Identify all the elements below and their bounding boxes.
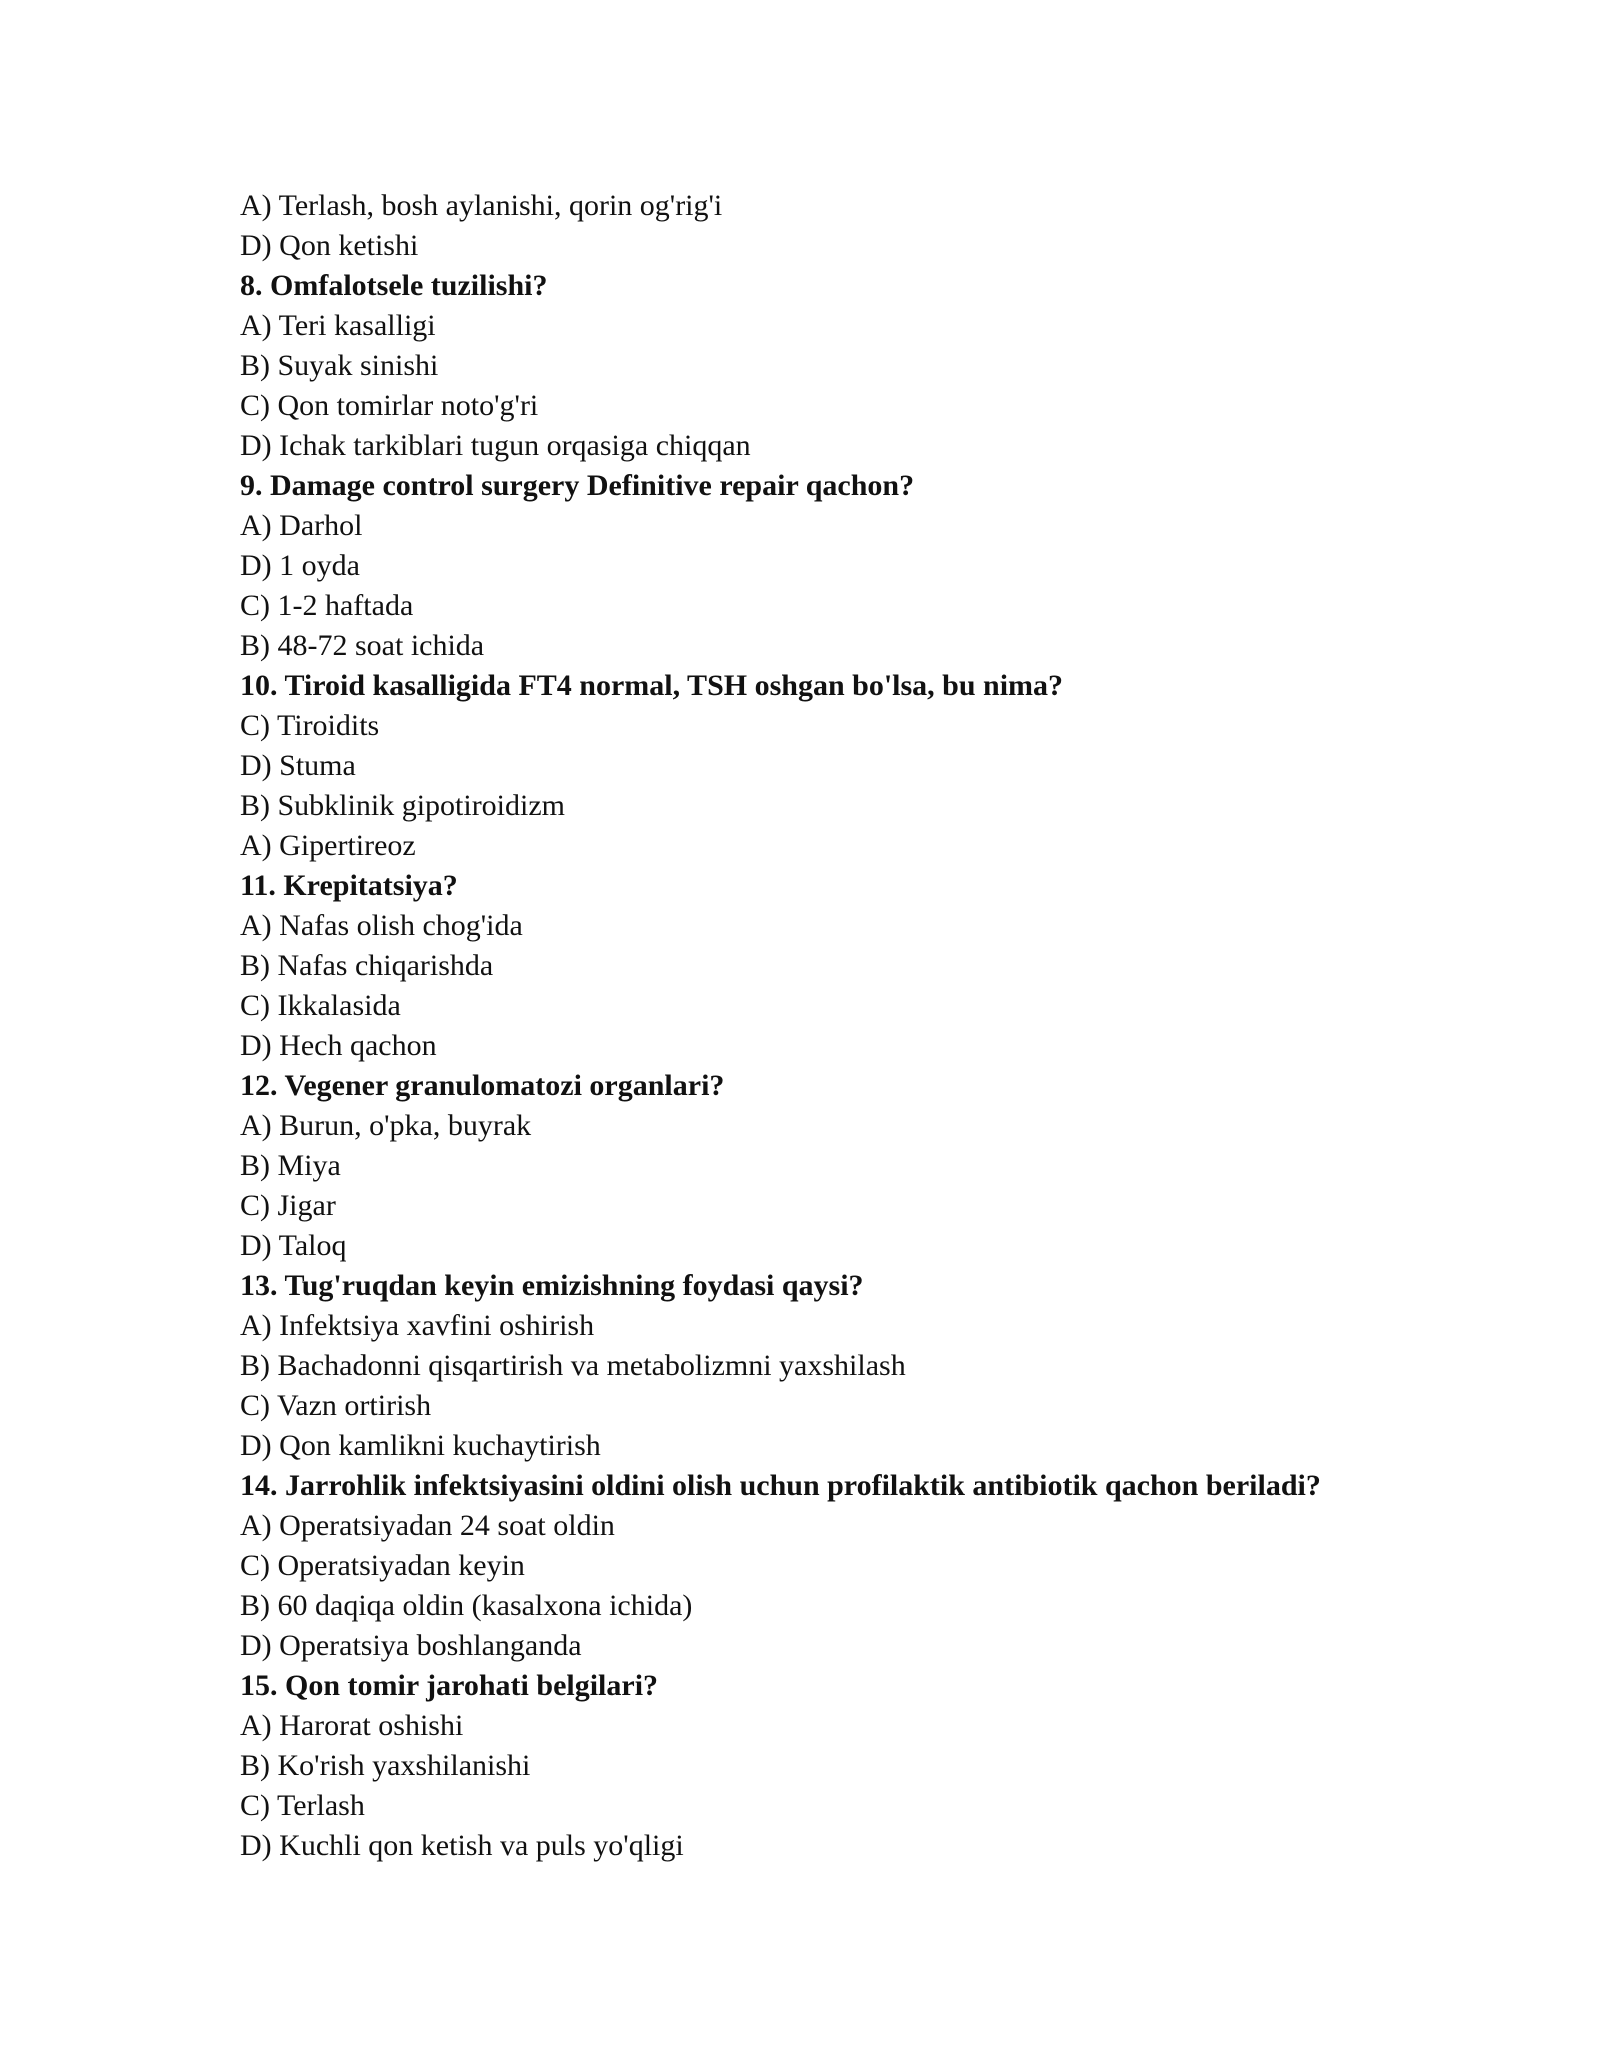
question-text: 14. Jarrohlik infektsiyasini oldini olish uchun profilaktik antibiotik qachon beriladi? [240, 1469, 1321, 1502]
answer-option: A) Nafas olish chog'ida [240, 909, 523, 942]
question-text: 11. Krepitatsiya? [240, 869, 458, 902]
answer-option: D) Qon kamlikni kuchaytirish [240, 1429, 601, 1462]
answer-option: D) Kuchli qon ketish va puls yo'qligi [240, 1829, 684, 1862]
answer-option: C) 1-2 haftada [240, 589, 414, 622]
question-text: 8. Omfalotsele tuzilishi? [240, 269, 548, 302]
answer-option: C) Qon tomirlar noto'g'ri [240, 389, 539, 422]
answer-option: D) Taloq [240, 1229, 347, 1262]
answer-option: B) Nafas chiqarishda [240, 949, 494, 982]
answer-option: A) Teri kasalligi [240, 309, 436, 342]
answer-option: A) Gipertireoz [240, 829, 416, 862]
answer-option: C) Terlash [240, 1789, 365, 1822]
question-text: 13. Tug'ruqdan keyin emizishning foydasi qaysi? [240, 1269, 864, 1302]
question-text: 10. Tiroid kasalligida FT4 normal, TSH oshgan bo'lsa, bu nima? [240, 669, 1064, 702]
answer-option: D) Stuma [240, 749, 356, 782]
answer-option: C) Vazn ortirish [240, 1389, 432, 1422]
question-text: 12. Vegener granulomatozi organlari? [240, 1069, 725, 1102]
answer-option: A) Operatsiyadan 24 soat oldin [240, 1509, 615, 1542]
answer-option: A) Harorat oshishi [240, 1709, 464, 1742]
answer-option: A) Infektsiya xavfini oshirish [240, 1309, 595, 1342]
answer-option: D) 1 oyda [240, 549, 360, 582]
answer-option: A) Darhol [240, 509, 363, 542]
question-text: 15. Qon tomir jarohati belgilari? [240, 1669, 659, 1702]
answer-option: B) Subklinik gipotiroidizm [240, 789, 566, 822]
answer-option: C) Operatsiyadan keyin [240, 1549, 525, 1582]
answer-option: D) Qon ketishi [240, 229, 419, 262]
document-page [240, 186, 1440, 1866]
answer-option: B) Ko'rish yaxshilanishi [240, 1749, 531, 1782]
answer-option: A) Terlash, bosh aylanishi, qorin og'rig'i [240, 189, 723, 222]
answer-option: B) 60 daqiqa oldin (kasalxona ichida) [240, 1589, 693, 1622]
answer-option: D) Operatsiya boshlanganda [240, 1629, 582, 1662]
answer-option: C) Jigar [240, 1189, 336, 1222]
answer-option: C) Tiroidits [240, 709, 380, 742]
answer-option: D) Ichak tarkiblari tugun orqasiga chiqqan [240, 429, 751, 462]
answer-option: B) Suyak sinishi [240, 349, 439, 382]
answer-option: C) Ikkalasida [240, 989, 401, 1022]
answer-option: B) Bachadonni qisqartirish va metabolizmni yaxshilash [240, 1349, 906, 1382]
answer-option: D) Hech qachon [240, 1029, 437, 1062]
question-text: 9. Damage control surgery Definitive repair qachon? [240, 469, 915, 502]
answer-option: B) 48-72 soat ichida [240, 629, 485, 662]
answer-option: B) Miya [240, 1149, 341, 1182]
answer-option: A) Burun, o'pka, buyrak [240, 1109, 532, 1142]
